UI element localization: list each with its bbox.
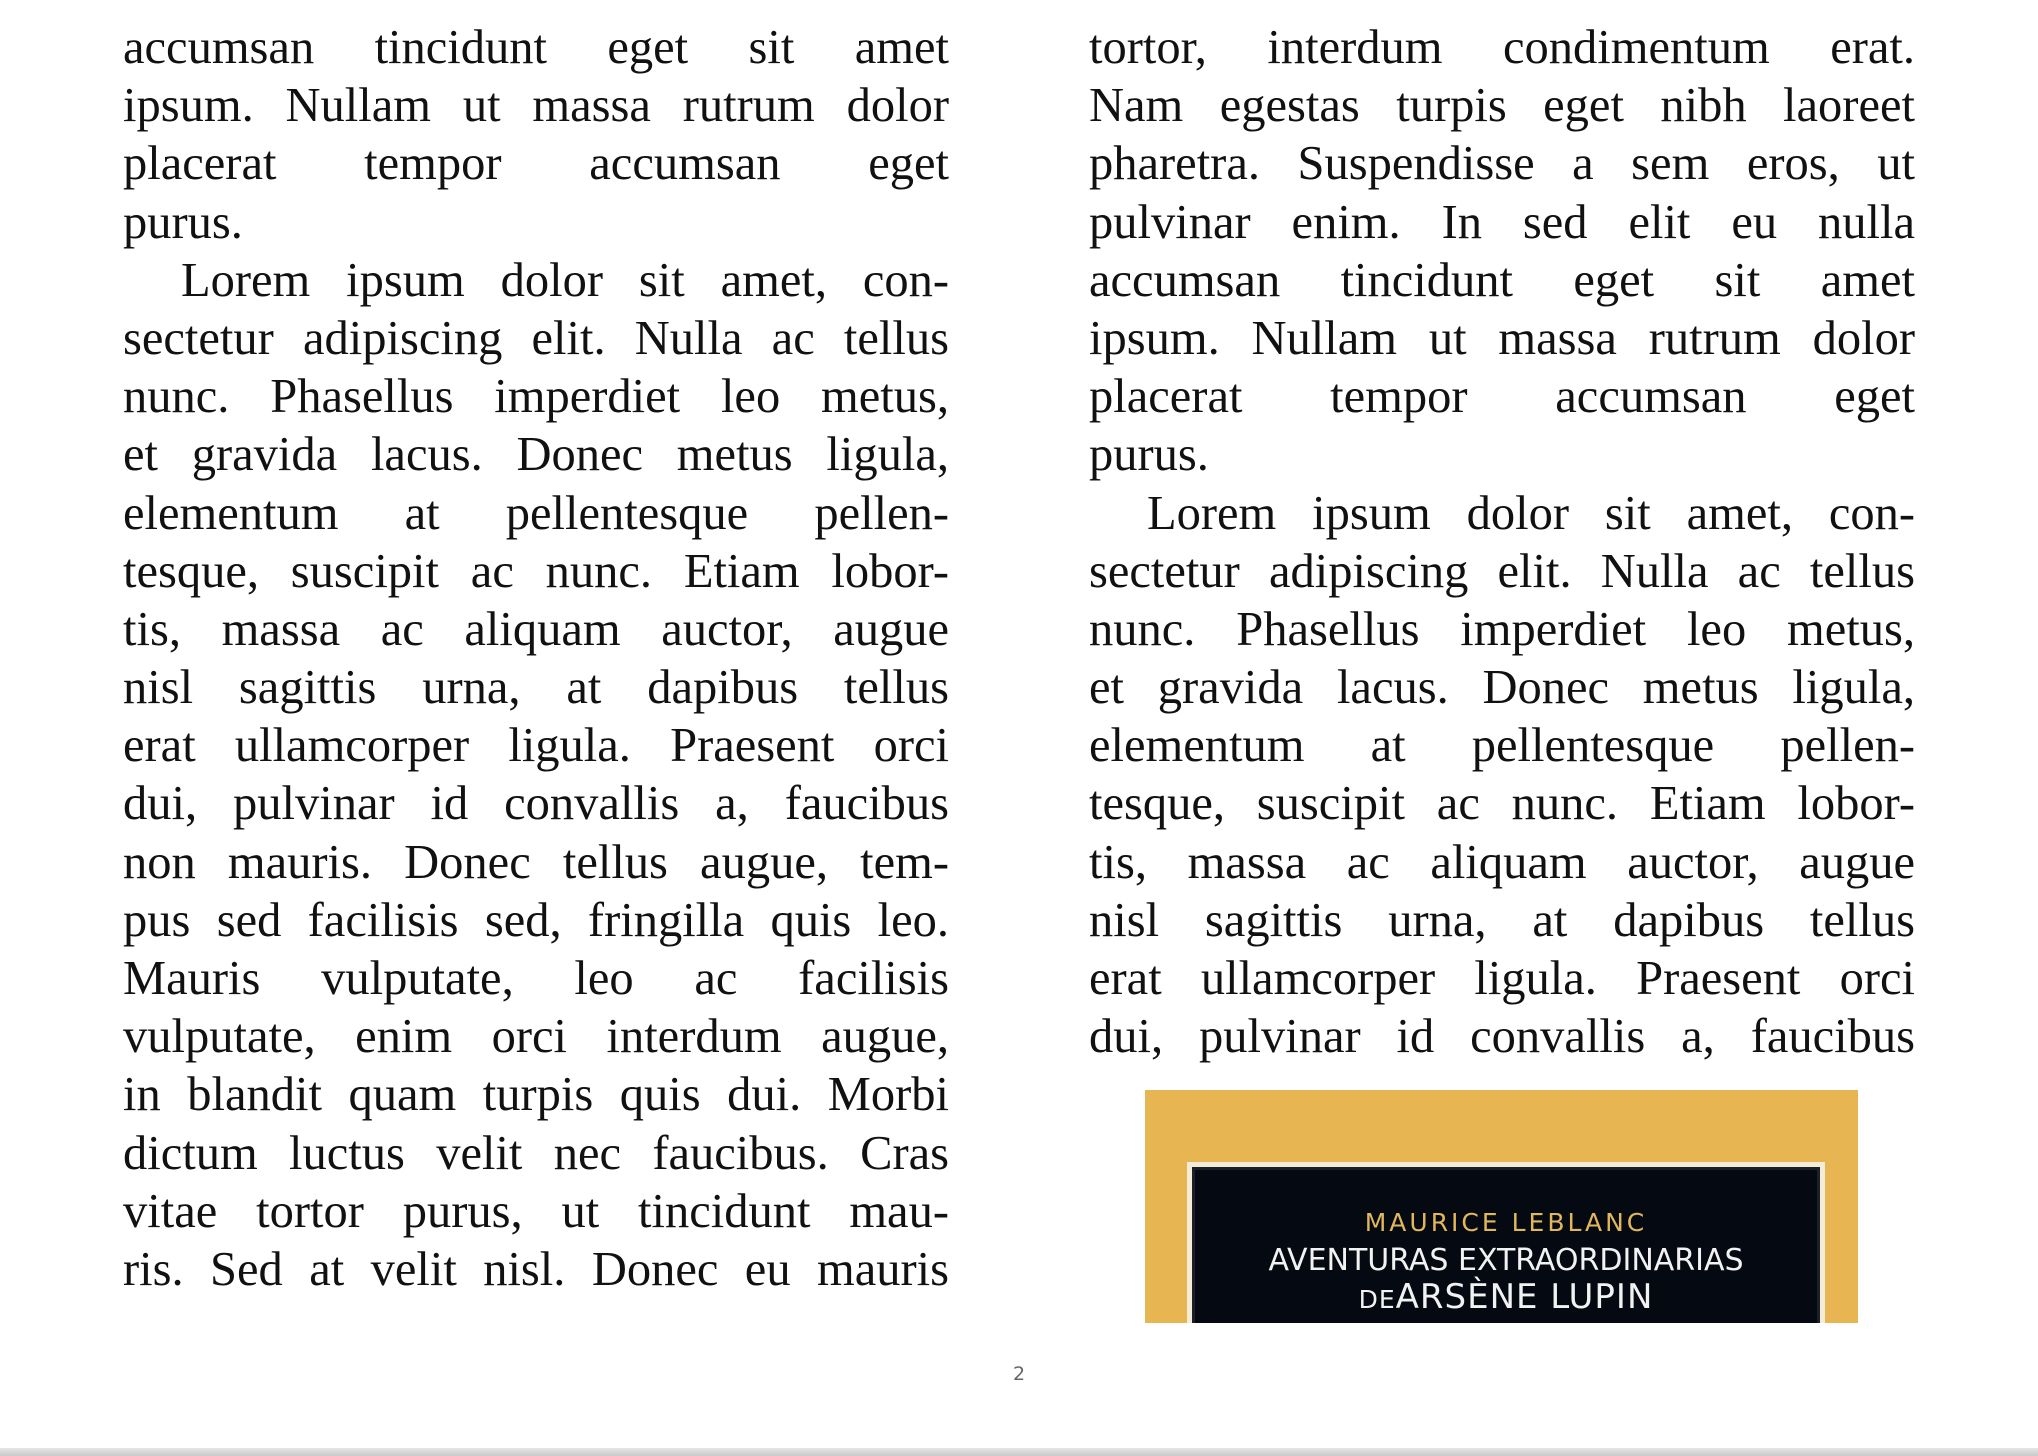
cover-title-prefix: DE <box>1358 1285 1396 1314</box>
text-line: et gravida lacus. Donec metus ligula, <box>123 428 949 482</box>
text-line: pharetra. Suspendisse a sem eros, ut <box>1089 137 1915 191</box>
text-line: tis, massa ac aliquam auctor, augue <box>1089 835 1915 889</box>
book-cover-title-panel <box>1187 1162 1825 1323</box>
text-line: sectetur adipiscing elit. Nulla ac tellus <box>1089 544 1915 598</box>
text-line: Lorem ipsum dolor sit amet, con- <box>181 253 949 307</box>
text-line: accumsan tincidunt eget sit amet <box>1089 253 1915 307</box>
text-line: ipsum. Nullam ut massa rutrum dolor <box>123 79 949 133</box>
text-line: purus. <box>1089 428 1209 482</box>
left-paragraph-continuation <box>123 19 949 252</box>
text-line: placerat tempor accumsan eget <box>123 137 949 191</box>
text-line: pulvinar enim. In sed elit eu nulla <box>1089 195 1915 249</box>
text-line: accumsan tincidunt eget sit amet <box>123 21 949 74</box>
text-line: purus. <box>123 195 243 249</box>
text-line: elementum at pellentesque pellen- <box>123 486 949 540</box>
text-line: dictum luctus velit nec faucibus. Cras <box>123 1126 949 1180</box>
text-line: ipsum. Nullam ut massa rutrum dolor <box>1089 311 1915 365</box>
cover-title-line-2 <box>1192 1277 1820 1317</box>
text-line: nunc. Phasellus imperdiet leo metus, <box>1089 602 1915 656</box>
text-line: dui, pulvinar id convallis a, faucibus <box>123 777 949 831</box>
text-line: non mauris. Donec tellus augue, tem- <box>123 835 949 889</box>
text-line: Nam egestas turpis eget nibh laoreet <box>1089 79 1915 133</box>
right-paragraph-continuation <box>1089 19 1915 485</box>
page-bottom-edge <box>0 1448 2038 1456</box>
text-line: placerat tempor accumsan eget <box>1089 370 1915 424</box>
text-line: vitae tortor purus, ut tincidunt mau- <box>123 1184 949 1238</box>
text-line: nisl sagittis urna, at dapibus tellus <box>1089 893 1915 947</box>
text-line: vulputate, enim orci interdum augue, <box>123 1010 949 1064</box>
text-line: nisl sagittis urna, at dapibus tellus <box>123 661 949 715</box>
text-line: et gravida lacus. Donec metus ligula, <box>1089 661 1915 715</box>
text-line: ris. Sed at velit nisl. Donec eu mauris <box>123 1242 949 1296</box>
text-line: erat ullamcorper ligula. Praesent orci <box>123 719 949 773</box>
text-line: pus sed facilisis sed, fringilla quis leo. <box>123 893 949 947</box>
cover-title-line-1: AVENTURAS EXTRAORDINARIAS <box>1268 1243 1744 1278</box>
text-line: tis, massa ac aliquam auctor, augue <box>123 602 949 656</box>
page-number: 2 <box>1012 1363 1026 1385</box>
text-line: tesque, suscipit ac nunc. Etiam lobor- <box>123 544 949 598</box>
cover-title-name: ARSÈNE LUPIN <box>1395 1277 1654 1317</box>
text-line: in blandit quam turpis quis dui. Morbi <box>123 1068 949 1122</box>
text-line: tortor, interdum condimentum erat. <box>1089 21 1915 74</box>
text-line: Lorem ipsum dolor sit amet, con- <box>1147 486 1915 540</box>
text-line: nunc. Phasellus imperdiet leo metus, <box>123 370 949 424</box>
text-line: tesque, suscipit ac nunc. Etiam lobor- <box>1089 777 1915 831</box>
book-cover-image <box>1145 1090 1858 1323</box>
text-line: erat ullamcorper ligula. Praesent orci <box>1089 952 1915 1005</box>
text-line: dui, pulvinar id convallis a, faucibus <box>1089 1010 1915 1064</box>
text-line: elementum at pellentesque pellen- <box>1089 719 1915 773</box>
right-text-column <box>1089 19 1915 1066</box>
text-line: Mauris vulputate, leo ac facilisis <box>123 952 949 1005</box>
text-line: sectetur adipiscing elit. Nulla ac tellus <box>123 311 949 365</box>
right-paragraph-lorem <box>1089 485 1915 1067</box>
left-text-column <box>123 19 949 1299</box>
left-paragraph-lorem <box>123 252 949 1299</box>
cover-author: MAURICE LEBLANC <box>1364 1208 1648 1237</box>
